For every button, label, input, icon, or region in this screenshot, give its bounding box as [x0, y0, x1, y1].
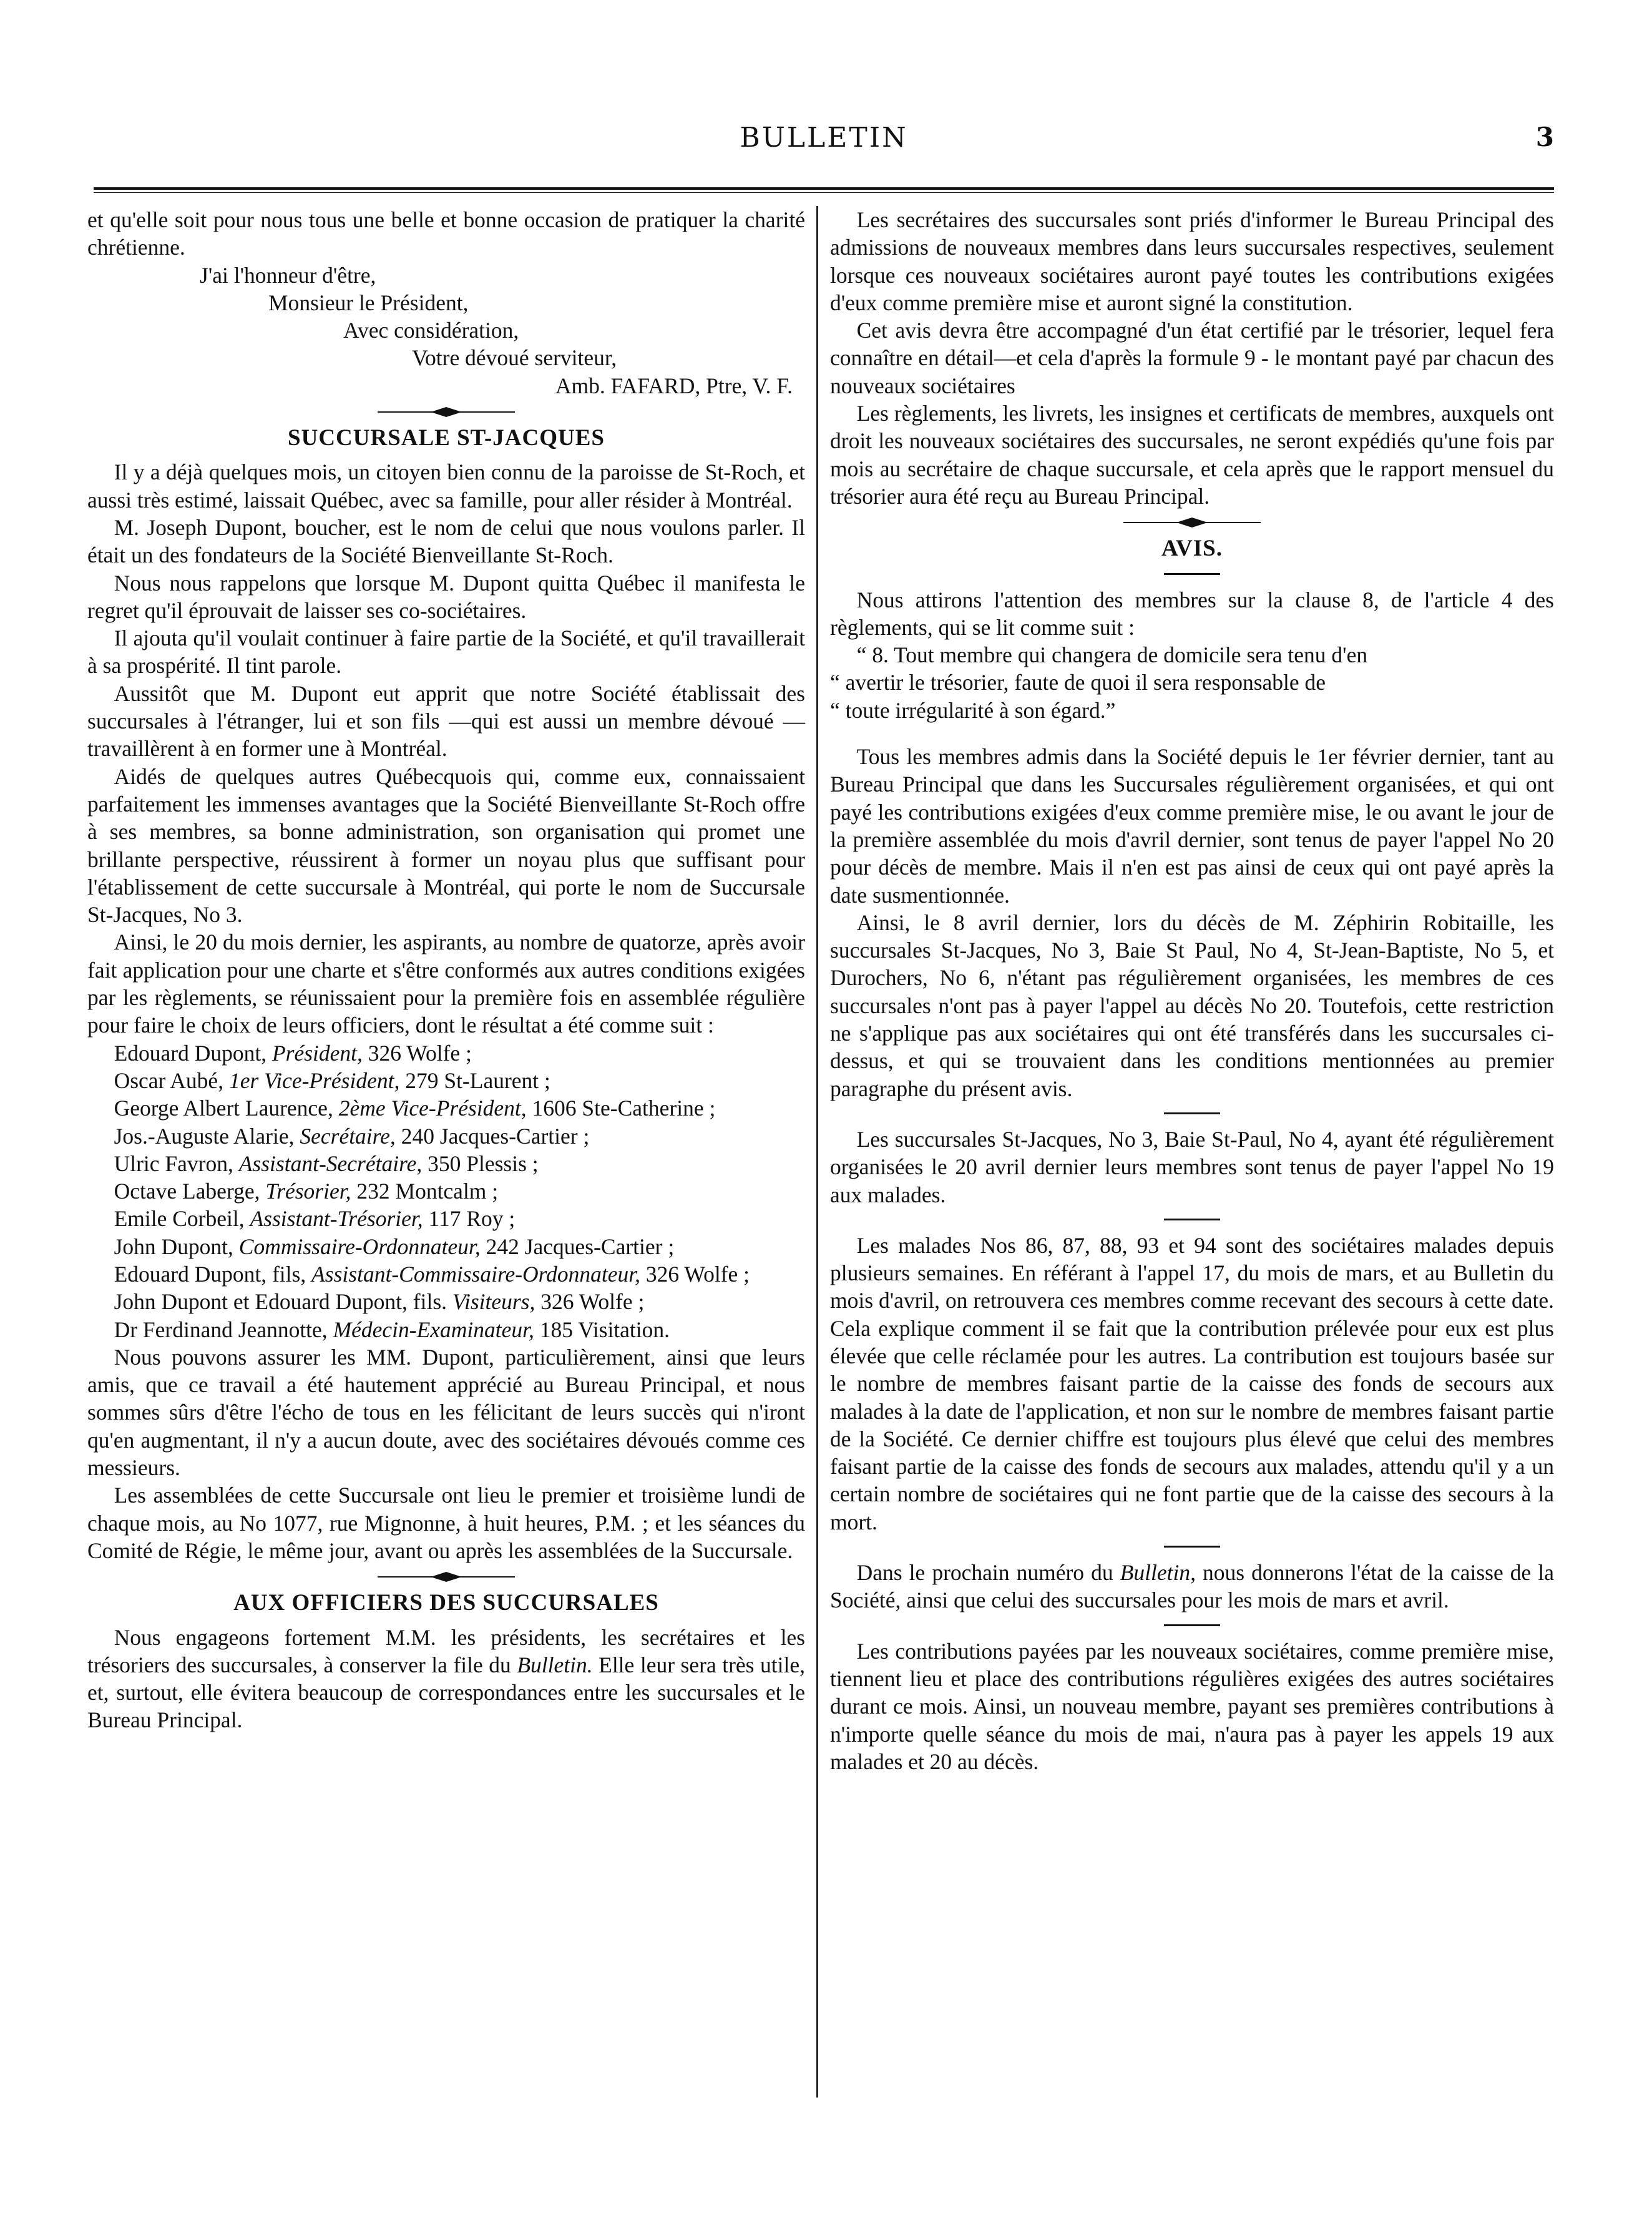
ornament-divider — [371, 1569, 521, 1586]
paragraph: Nous pouvons assurer les MM. Dupont, particulièrement, ainsi que leurs amis, que ce travail a été hautement apprécié au Bureau Principal, et nous sommes sûrs d'être l'écho de tous en les félicitant de leurs succès qui n'iront qu'en augmentant, il n'y a aucun doute, avec des sociétaires dévoués comme ces messieurs. — [87, 1344, 805, 1481]
closing-line-3: Avec considération, — [343, 318, 519, 343]
officer-entry: Oscar Aubé, 1er Vice-Président, 279 St-Laurent ; — [114, 1067, 550, 1093]
page-header — [94, 122, 1554, 165]
officer-entry: John Dupont et Edouard Dupont, fils. Visiteurs, 326 Wolfe ; — [114, 1289, 645, 1315]
ornament-divider — [371, 405, 521, 421]
officer-entry: Ulric Favron, Assistant-Secrétaire, 350 Plessis ; — [114, 1151, 539, 1176]
closing-line-2: Monsieur le Président, — [268, 290, 469, 315]
paragraph: Aidés de quelques autres Québecquois qui, comme eux, connaissaient parfaitement les immenses avantages que la Société Bienveillante St-Roch offre à ses membres, sa bonne administration, son organisation qui promet une brillante perspective, réussirent à former un noyau plus que suffisant pour l'établissement de cette succursale à Montréal, qui porte le nom de Succursale St-Jacques, No 3. — [87, 763, 805, 928]
paragraph: Les règlements, les livrets, les insignes et certificats de membres, auxquels ont droit les nouveaux sociétaires des succursales, ne seront expédiés qu'une fois par mois au secrétaire de chaque succursale, et cela après que le rapport mensuel du trésorier aura été reçu au Bureau Principal. — [830, 401, 1554, 509]
column-divider — [816, 206, 818, 2098]
bulletin-title: BULLETIN — [740, 122, 908, 154]
short-rule — [1164, 1219, 1220, 1220]
officer-list — [87, 1039, 805, 1343]
closing-line-1: J'ai l'honneur d'être, — [200, 262, 376, 288]
left-column — [87, 206, 805, 1734]
short-rule — [1164, 1624, 1220, 1626]
officer-entry: Edouard Dupont, fils, Assistant-Commissaire-Ordonnateur, 326 Wolfe ; — [114, 1261, 750, 1287]
paragraph: Les assemblées de cette Succursale ont lieu le premier et troisième lundi de chaque mois, au No 1077, rue Mignonne, à huit heures, P.M. ; et les séances du Comité de Régie, le même jour, avant ou après les assemblées de la Succursale. — [87, 1483, 805, 1563]
quote-line: “ avertir le trésorier, faute de quoi il sera responsable de — [830, 670, 1326, 695]
paragraph: Aussitôt que M. Dupont eut apprit que notre Société établissait des succursales à l'étranger, lui et son fils —qui est aussi un membre dévoué —travaillèrent à en former une à Montréal. — [87, 680, 805, 762]
short-rule — [1164, 1546, 1220, 1548]
paragraph: Cet avis devra être accompagné d'un état certifié par le trésorier, lequel fera connaître en détail—et cela d'après la formule 9 - le montant payé par chacun des nouveaux sociétaires — [830, 318, 1554, 398]
quote-line: “ 8. Tout membre qui changera de domicile sera tenu d'en — [856, 642, 1368, 668]
paragraph: Il ajouta qu'il voulait continuer à faire partie de la Société, et qu'il travaillerait à sa prospérité. Il tint parole. — [87, 626, 805, 679]
paragraph: Dans le prochain numéro du Bulletin, nous donnerons l'état de la caisse de la Société, ainsi que celui des succursales pour les mois de mars et avril. — [830, 1560, 1554, 1613]
closing-line-4: Votre dévoué serviteur, — [412, 345, 617, 371]
header-double-rule — [94, 187, 1554, 193]
officer-entry: George Albert Laurence, 2ème Vice-Président, 1606 Ste-Catherine ; — [114, 1096, 716, 1121]
section-heading-st-jacques: SUCCURSALE ST-JACQUES — [288, 425, 605, 451]
paragraph: Il y a déjà quelques mois, un citoyen bien connu de la paroisse de St-Roch, et aussi très estimé, laissait Québec, avec sa famille, pour aller résider à Montréal. — [87, 459, 805, 513]
signature: Amb. FAFARD, Ptre, V. F. — [555, 373, 793, 398]
officer-entry: Octave Laberge, Trésorier, 232 Montcalm ; — [114, 1179, 499, 1204]
right-column — [830, 206, 1554, 1775]
paragraph: Nous attirons l'attention des membres sur la clause 8, de l'article 4 des règlements, qui se lit comme suit : — [830, 587, 1554, 640]
section-heading-avis: AVIS. — [1161, 536, 1223, 562]
paragraph: M. Joseph Dupont, boucher, est le nom de celui que nous voulons parler. Il était un des fondateurs de la Société Bienveillante St-Roch. — [87, 514, 805, 568]
paragraph: Ainsi, le 20 du mois dernier, les aspirants, au nombre de quatorze, après avoir fait application pour une charte et s'être conformés aux autres conditions exigées par les règlements, se réunissaient pour la première fois en assemblée régulière pour faire le choix de leurs officiers, dont le résultat a été comme suit : — [87, 930, 805, 1038]
officer-entry: Jos.-Auguste Alarie, Secrétaire, 240 Jacques-Cartier ; — [114, 1123, 590, 1149]
officer-entry: Emile Corbeil, Assistant-Trésorier, 117 Roy ; — [114, 1206, 516, 1232]
paragraph: Les secrétaires des succursales sont priés d'informer le Bureau Principal des admissions de nouveaux membres dans leurs succursales respectives, seulement lorsque ces nouveaux sociétaires auront payé toutes les contributions exigées d'eux comme première mise et auront signé la constitution. — [830, 207, 1554, 315]
officer-entry: John Dupont, Commissaire-Ordonnateur, 242 Jacques-Cartier ; — [114, 1234, 675, 1259]
section-heading-officiers: AUX OFFICIERS DES SUCCURSALES — [233, 1590, 659, 1616]
paragraph: Les malades Nos 86, 87, 88, 93 et 94 sont des sociétaires malades depuis plusieurs semaines. En référant à l'appel 17, du mois de mars, et au Bulletin du mois d'avril, on retrouvera ces membres comme recevant des secours à cette date. Cela explique comment il se fait que la contribution prélevée pour eux est plus élevée que celle réclamée pour les autres. La contribution est toujours basée sur le nombre de membres faisant partie de la caisse des fonds de secours aux malades à la date de l'application, et non sur le nombre de membres faisant partie de la Société. Ce dernier chiffre est toujours plus élevé que celui des membres faisant partie de la caisse des fonds de secours aux malades, attendu qu'il y a un certain nombre de sociétaires qui ne font partie que de la caisse des secours à la mort. — [830, 1232, 1554, 1534]
short-rule — [1164, 573, 1220, 575]
intro-paragraph: et qu'elle soit pour nous tous une belle et bonne occasion de pratiquer la charité chrétienne. — [87, 207, 805, 260]
officer-entry: Dr Ferdinand Jeannotte, Médecin-Examinateur, 185 Visitation. — [114, 1317, 670, 1342]
ornament-divider — [1117, 515, 1267, 531]
paragraph: Nous nous rappelons que lorsque M. Dupont quitta Québec il manifesta le regret qu'il éprouvait de laisser ses co-sociétaires. — [87, 570, 805, 623]
paragraph: Les contributions payées par les nouveaux sociétaires, comme première mise, tiennent lieu et place des contributions régulières exigées des autres sociétaires durant ce mois. Ainsi, un nouveau membre, payant ses premières contributions à n'importe quelle séance du mois de mai, n'aura pas à payer les appels 19 aux malades et 20 au décès. — [830, 1638, 1554, 1774]
paragraph: Nous engageons fortement M.M. les présidents, les secrétaires et les trésoriers des succursales, à conserver la file du Bulletin. Elle leur sera très utile, et, surtout, elle évitera beaucoup de correspondances entre les succursales et le Bureau Principal. — [87, 1624, 805, 1733]
short-rule — [1164, 1112, 1220, 1114]
paragraph: Les succursales St-Jacques, No 3, Baie St-Paul, No 4, ayant été régulièrement organisées le 20 avril dernier leurs membres sont tenus de payer l'appel No 19 aux malades. — [830, 1126, 1554, 1207]
paragraph: Ainsi, le 8 avril dernier, lors du décès de M. Zéphirin Robitaille, les succursales St-Jacques, No 3, Baie St Paul, No 4, St-Jean-Baptiste, No 5, et Durochers, No 6, n'étant pas régulièrement organisées, les membres de ces succursales n'ont pas à payer l'appel au décès No 20. Toutefois, cette restriction ne s'applique pas aux sociétaires qui ont été transférés dans les succursales ci-dessus, et qui se trouvaient dans les conditions mentionnées au premier paragraphe du présent avis. — [830, 910, 1554, 1101]
page-number: 3 — [1535, 122, 1554, 152]
quote-line: “ toute irrégularité à son égard.” — [830, 697, 1116, 723]
officer-entry: Edouard Dupont, Président, 326 Wolfe ; — [114, 1040, 472, 1066]
paragraph: Tous les membres admis dans la Société depuis le 1er février dernier, tant au Bureau Principal que dans les Succursales régulièrement organisées, et qui ont payé les contributions exigées d'eux comme première mise, le ou avant le jour de la première assemblée du mois d'avril dernier, sont tenus de payer l'appel No 20 pour décès de membre. Mais il n'en est pas ainsi de ceux qui ont payé après la date susmentionnée. — [830, 744, 1554, 908]
